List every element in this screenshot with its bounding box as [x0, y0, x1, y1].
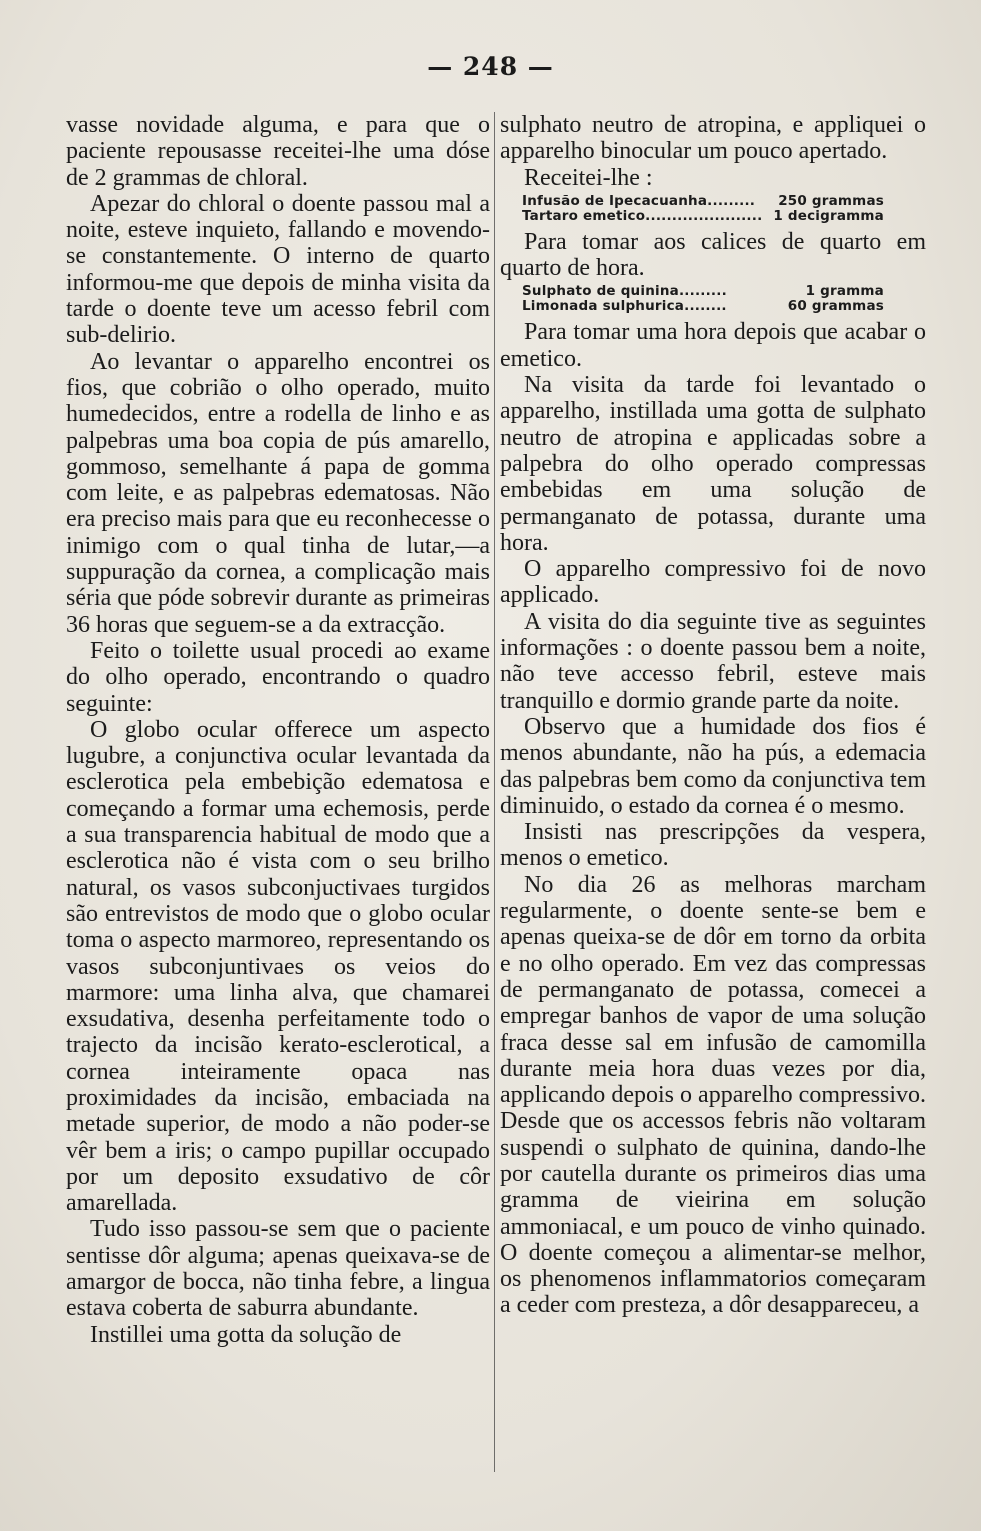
prescription-dose: 1 decigramma	[773, 207, 884, 224]
page-number: — 248 —	[427, 52, 554, 81]
prescription-line	[522, 299, 884, 314]
prescription-dose: 1 gramma	[805, 283, 884, 300]
paragraph: A visita do dia seguinte tive as seguintes informações : o doente passou bem a noite, não teve accesso febril, esteve mais tranquillo e dormio grande parte da noite.	[500, 608, 926, 714]
prescription-2	[522, 284, 926, 314]
column-divider	[494, 112, 495, 1472]
prescription-dose: 250 grammas	[778, 192, 884, 209]
right-column	[500, 112, 926, 1319]
prescription-1	[522, 194, 926, 224]
paragraph: No dia 26 as melhoras marcham regularmente, o doente sente-se bem e apenas queixa-se de dôr em torno da orbita e no olho operado. Em vez das compressas de permanganato de potassa, comecei a empregar banhos de vapor de uma solução fraca desse sal em infusão de camomilla durante meia hora duas vezes por dia, applicando depois o apparelho compressivo. Desde que os accessos febris não voltaram suspendi o sulphato de quinina, dando-lhe por cautella durante os primeiros dias uma gramma de vieirina em solução ammoniacal, e um pouco de vinho quinado. O doente começou a alimentar-se melhor, os phenomenos inflammatorios começaram a ceder com presteza, a dôr desappareceu, a	[500, 871, 926, 1319]
prescription-line	[522, 194, 884, 209]
paragraph: Instillei uma gotta da solução de	[90, 1321, 402, 1348]
paragraph: Para tomar aos calices de quarto em quarto de hora.	[500, 228, 926, 282]
paragraph: Na visita da tarde foi levantado o apparelho, instillada uma gotta de sulphato neutro de atropina e applicadas sobre a palpebra do olho operado compressas embebidas em uma solução de permanganato de potassa, durante uma hora.	[500, 372, 926, 556]
prescription-item: Tartaro emetico......................	[522, 207, 763, 224]
prescription-dose: 60 grammas	[787, 298, 884, 315]
left-column	[66, 112, 490, 1348]
paragraph: O globo ocular offerece um aspecto lugubre, a conjunctiva ocular levantada da esclerotica pela embebição edematosa e começando a formar uma echemosis, perde a sua transparencia habitual de modo que a esclerotica não é vista com o seu brilho natural, os vasos subconjuctivaes turgidos são entrevistos de modo que o globo ocular toma o aspecto marmoreo, representando os vasos subconjuntivaes os veios do marmore: uma linha alva, que chamarei exsudativa, desenha perfeitamente todo o trajecto da incisão kerato-esclerotical, a cornea inteiramente opaca nas proximidades da incisão, embaciada na metade superior, de modo a não poder-se vêr bem a iris; o campo pupillar occupado por um deposito exsudativo de côr amarellada.	[66, 716, 490, 1217]
paragraph: Ao levantar o apparelho encontrei os fios, que cobrião o olho operado, muito humedecidos, entre a rodella de linho e as palpebras uma boa copia de pús amarello, gommoso, semelhante á papa de gomma com leite, e as palpebras edematosas. Não era preciso mais para que eu reconhecesse o inimigo com o qual tinha de lutar,—a suppuração da cornea, a complicação mais séria que póde sobrevir durante as primeiras 36 horas que seguem-se a da extracção.	[66, 348, 490, 638]
paragraph: Tudo isso passou-se sem que o paciente sentisse dôr alguma; apenas queixava-se de amargor de bocca, não tinha febre, a lingua estava coberta de saburra abundante.	[66, 1216, 490, 1322]
prescription-line	[522, 209, 884, 224]
prescription-item: Limonada sulphurica........	[522, 298, 727, 315]
paragraph: Apezar do chloral o doente passou mal a noite, esteve inquieto, fallando e movendo-se constantemente. O interno de quarto informou-me que depois de minha visita da tarde o doente teve um acesso febril com sub-delirio.	[66, 190, 490, 349]
prescription-item: Sulphato de quinina.........	[522, 283, 727, 300]
prescription-line	[522, 284, 884, 299]
paragraph: Observo que a humidade dos fios é menos abundante, não ha pús, a edemacia das palpebras bem como da conjunctiva tem diminuido, o estado da cornea é o mesmo.	[500, 713, 926, 819]
paragraph: Insisti nas prescripções da vespera, menos o emetico.	[500, 819, 926, 872]
paragraph: Feito o toilette usual procedi ao exame do olho operado, encontrando o quadro seguinte:	[66, 637, 490, 717]
paragraph: sulphato neutro de atropina, e appliquei o apparelho binocular um pouco apertado.	[500, 112, 926, 165]
paragraph: Para tomar uma hora depois que acabar o emetico.	[500, 319, 926, 372]
paragraph: vasse novidade alguma, e para que o paciente repousasse receitei-lhe uma dóse de 2 grammas de chloral.	[66, 112, 490, 191]
paragraph: O apparelho compressivo foi de novo applicado.	[500, 556, 926, 609]
paragraph: Receitei-lhe :	[524, 164, 653, 191]
prescription-item: Infusão de Ipecacuanha.........	[522, 192, 756, 209]
